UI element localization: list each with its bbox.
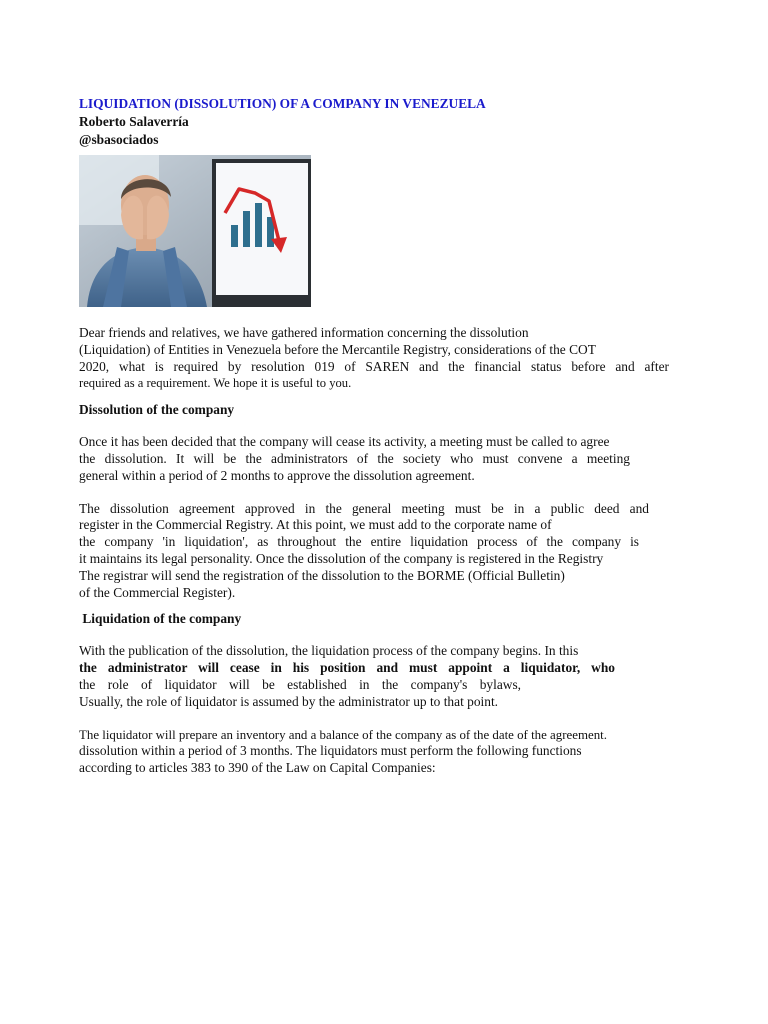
paragraph-line: With the publication of the dissolution, the liquidation process of the company begins. In this xyxy=(79,643,579,659)
section-heading-dissolution: Dissolution of the company xyxy=(79,402,235,418)
paragraph-line: The registrar will send the registration of the dissolution to the BORME (Official Bulletin) xyxy=(79,567,565,583)
liquidation-paragraph-1 xyxy=(79,643,669,710)
intro-line: 2020, what is required by resolution 019 of SAREN and the financial status before and after xyxy=(79,358,669,374)
document-page xyxy=(79,95,669,777)
paragraph-line: the company 'in liquidation', as throughout the entire liquidation process of the company is xyxy=(79,534,639,550)
intro-line: Dear friends and relatives, we have gathered information concerning the dissolution xyxy=(79,325,529,340)
document-title: LIQUIDATION (DISSOLUTION) OF A COMPANY IN VENEZUELA xyxy=(79,96,486,111)
dissolution-paragraph-2 xyxy=(79,501,669,602)
paragraph-line: it maintains its legal personality. Once the dissolution of the company is registered in the Registry xyxy=(79,550,604,566)
paragraph-line: the role of liquidator will be established in the company's bylaws, xyxy=(79,676,521,692)
section-heading-liquidation: Liquidation of the company xyxy=(79,611,242,627)
dissolution-paragraph-1 xyxy=(79,434,669,484)
stressed-businessman-falling-chart-photo xyxy=(79,155,311,307)
paragraph-line: The dissolution agreement approved in the general meeting must be in a public deed and xyxy=(79,500,649,516)
author-handle: @sbasociados xyxy=(79,132,159,147)
intro-line: (Liquidation) of Entities in Venezuela before the Mercantile Registry, considerations of the COT xyxy=(79,341,596,357)
paragraph-line: register in the Commercial Registry. At this point, we must add to the corporate name of xyxy=(79,517,552,533)
paragraph-line: the dissolution. It will be the administrators of the society who must convene a meeting xyxy=(79,450,630,466)
paragraph-line: dissolution within a period of 3 months. The liquidators must perform the following functions xyxy=(79,743,582,759)
paragraph-line: Once it has been decided that the company will cease its activity, a meeting must be called to agree xyxy=(79,434,610,450)
paragraph-line-emphasis: the administrator will cease in his position and must appoint a liquidator, who xyxy=(79,660,615,676)
paragraph-line: general within a period of 2 months to approve the dissolution agreement. xyxy=(79,467,475,483)
paragraph-line: of the Commercial Register). xyxy=(79,584,236,600)
paragraph-line: according to articles 383 to 390 of the Law on Capital Companies: xyxy=(79,760,436,776)
liquidation-paragraph-2 xyxy=(79,727,669,777)
intro-paragraph xyxy=(79,325,669,392)
author-name: Roberto Salaverría xyxy=(79,114,189,129)
paragraph-line: Usually, the role of liquidator is assumed by the administrator up to that point. xyxy=(79,693,499,709)
intro-line: required as a requirement. We hope it is useful to you. xyxy=(79,376,352,391)
paragraph-line: The liquidator will prepare an inventory and a balance of the company as of the date of the agreement. xyxy=(79,727,607,742)
